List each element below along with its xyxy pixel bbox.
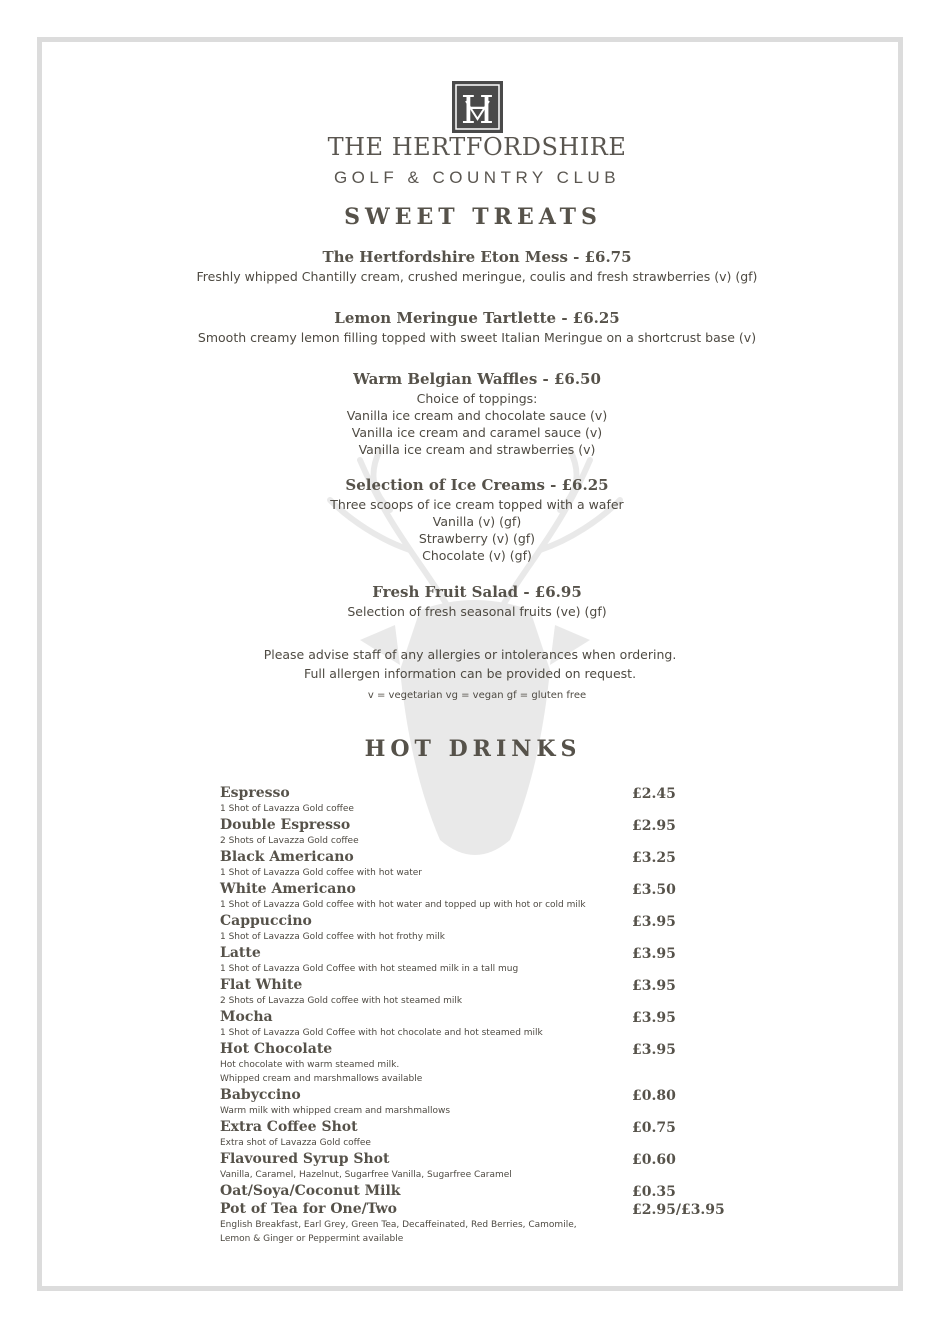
drink-item bbox=[220, 912, 740, 944]
drink-name: Babyccino bbox=[220, 1087, 301, 1103]
club-logo bbox=[452, 81, 503, 133]
treat-description: Freshly whipped Chantilly cream, crushed meringue, coulis and fresh strawberries (v) (gf) bbox=[196, 269, 758, 284]
treat-description: Vanilla ice cream and caramel sauce (v) bbox=[351, 425, 603, 440]
treat-description: Choice of toppings: bbox=[416, 391, 538, 406]
dietary-legend: v = vegetarian vg = vegan gf = gluten free bbox=[367, 690, 587, 701]
drink-description: Warm milk with whipped cream and marshmallows bbox=[220, 1106, 451, 1116]
drink-description: 2 Shots of Lavazza Gold coffee bbox=[220, 836, 359, 846]
drink-price: £2.45 bbox=[632, 786, 676, 802]
treat-description: Smooth creamy lemon filling topped with sweet Italian Meringue on a shortcrust base (v) bbox=[197, 330, 757, 345]
drink-description: Extra shot of Lavazza Gold coffee bbox=[220, 1138, 371, 1148]
treat-item bbox=[0, 581, 940, 620]
treat-description: Vanilla (v) (gf) bbox=[432, 514, 522, 529]
drink-price: £3.95 bbox=[632, 946, 676, 962]
drink-item bbox=[220, 1118, 740, 1150]
treat-item bbox=[0, 368, 940, 458]
treat-description: Three scoops of ice cream topped with a wafer bbox=[330, 497, 624, 512]
club-subtitle: GOLF & COUNTRY CLUB bbox=[333, 168, 621, 187]
treat-item bbox=[0, 474, 940, 564]
treat-name: Warm Belgian Waffles - £6.50 bbox=[353, 370, 601, 388]
drink-name: Cappuccino bbox=[220, 913, 312, 929]
drink-description: English Breakfast, Earl Grey, Green Tea, Decaffeinated, Red Berries, Camomile, bbox=[220, 1220, 577, 1230]
drink-item bbox=[220, 944, 740, 976]
treat-item bbox=[0, 307, 940, 346]
drink-description: Hot chocolate with warm steamed milk. bbox=[220, 1060, 400, 1070]
drink-price: £0.60 bbox=[632, 1152, 676, 1168]
drink-price: £3.95 bbox=[632, 978, 676, 994]
drink-description: Lemon & Ginger or Peppermint available bbox=[220, 1234, 404, 1244]
drink-name: Extra Coffee Shot bbox=[220, 1119, 358, 1135]
drink-price: £0.80 bbox=[632, 1088, 676, 1104]
drink-price: £3.95 bbox=[632, 1010, 676, 1026]
allergy-note: Full allergen information can be provided on request. bbox=[303, 666, 637, 681]
treat-name: Fresh Fruit Salad - £6.95 bbox=[372, 583, 582, 601]
drink-item bbox=[220, 1008, 740, 1040]
logo-monogram: H bbox=[460, 88, 495, 132]
drink-item bbox=[220, 848, 740, 880]
club-name: THE HERTFORDSHIRE bbox=[327, 133, 627, 161]
drink-price: £2.95 bbox=[632, 818, 676, 834]
drink-description: 1 Shot of Lavazza Gold coffee with hot water bbox=[220, 868, 422, 878]
treat-description: Chocolate (v) (gf) bbox=[422, 548, 532, 563]
drink-description: 1 Shot of Lavazza Gold Coffee with hot chocolate and hot steamed milk bbox=[220, 1028, 543, 1038]
treat-description: Strawberry (v) (gf) bbox=[418, 531, 536, 546]
treat-description: Selection of fresh seasonal fruits (ve) (gf) bbox=[347, 604, 607, 619]
drink-item bbox=[220, 1150, 740, 1182]
drink-description: 1 Shot of Lavazza Gold coffee with hot frothy milk bbox=[220, 932, 445, 942]
drink-price: £3.95 bbox=[632, 914, 676, 930]
drink-name: Oat/Soya/Coconut Milk bbox=[220, 1183, 401, 1199]
treat-item bbox=[0, 246, 940, 285]
drink-item bbox=[220, 1086, 740, 1118]
drink-price: £3.25 bbox=[632, 850, 676, 866]
drink-price: £2.95/£3.95 bbox=[632, 1202, 725, 1218]
drink-description: 1 Shot of Lavazza Gold Coffee with hot steamed milk in a tall mug bbox=[220, 964, 519, 974]
hot-drinks-list bbox=[220, 784, 740, 1246]
allergy-note: Please advise staff of any allergies or intolerances when ordering. bbox=[263, 647, 677, 662]
drink-item bbox=[220, 880, 740, 912]
drink-name: Black Americano bbox=[220, 849, 354, 865]
drink-name: Flavoured Syrup Shot bbox=[220, 1151, 390, 1167]
drink-item bbox=[220, 1200, 740, 1246]
drink-price: £3.95 bbox=[632, 1042, 676, 1058]
drink-price: £3.50 bbox=[632, 882, 676, 898]
drink-item bbox=[220, 976, 740, 1008]
drink-name: Flat White bbox=[220, 977, 303, 993]
sweet-treats-title: SWEET TREATS bbox=[344, 204, 602, 230]
drink-name: Mocha bbox=[220, 1009, 273, 1025]
drink-description: Vanilla, Caramel, Hazelnut, Sugarfree Vanilla, Sugarfree Caramel bbox=[220, 1170, 512, 1180]
drink-description: 1 Shot of Lavazza Gold coffee bbox=[220, 804, 354, 814]
drink-name: Pot of Tea for One/Two bbox=[220, 1201, 398, 1217]
drink-description: 2 Shots of Lavazza Gold coffee with hot steamed milk bbox=[220, 996, 463, 1006]
treat-name: Selection of Ice Creams - £6.25 bbox=[345, 476, 609, 494]
drink-price: £0.75 bbox=[632, 1120, 676, 1136]
hot-drinks-title: HOT DRINKS bbox=[364, 736, 582, 762]
drink-price: £0.35 bbox=[632, 1184, 676, 1200]
drink-item bbox=[220, 1182, 740, 1200]
drink-name: White Americano bbox=[220, 881, 356, 897]
drink-item bbox=[220, 1040, 740, 1086]
treat-description: Vanilla ice cream and strawberries (v) bbox=[358, 442, 596, 457]
treat-name: The Hertfordshire Eton Mess - £6.75 bbox=[322, 248, 632, 266]
drink-name: Espresso bbox=[220, 785, 290, 801]
drink-description: Whipped cream and marshmallows available bbox=[220, 1074, 423, 1084]
treat-name: Lemon Meringue Tartlette - £6.25 bbox=[334, 309, 620, 327]
drink-name: Double Espresso bbox=[220, 817, 351, 833]
drink-description: 1 Shot of Lavazza Gold coffee with hot water and topped up with hot or cold milk bbox=[220, 900, 586, 910]
drink-name: Latte bbox=[220, 945, 261, 961]
drink-name: Hot Chocolate bbox=[220, 1041, 333, 1057]
treat-description: Vanilla ice cream and chocolate sauce (v) bbox=[346, 408, 608, 423]
drink-item bbox=[220, 816, 740, 848]
drink-item bbox=[220, 784, 740, 816]
